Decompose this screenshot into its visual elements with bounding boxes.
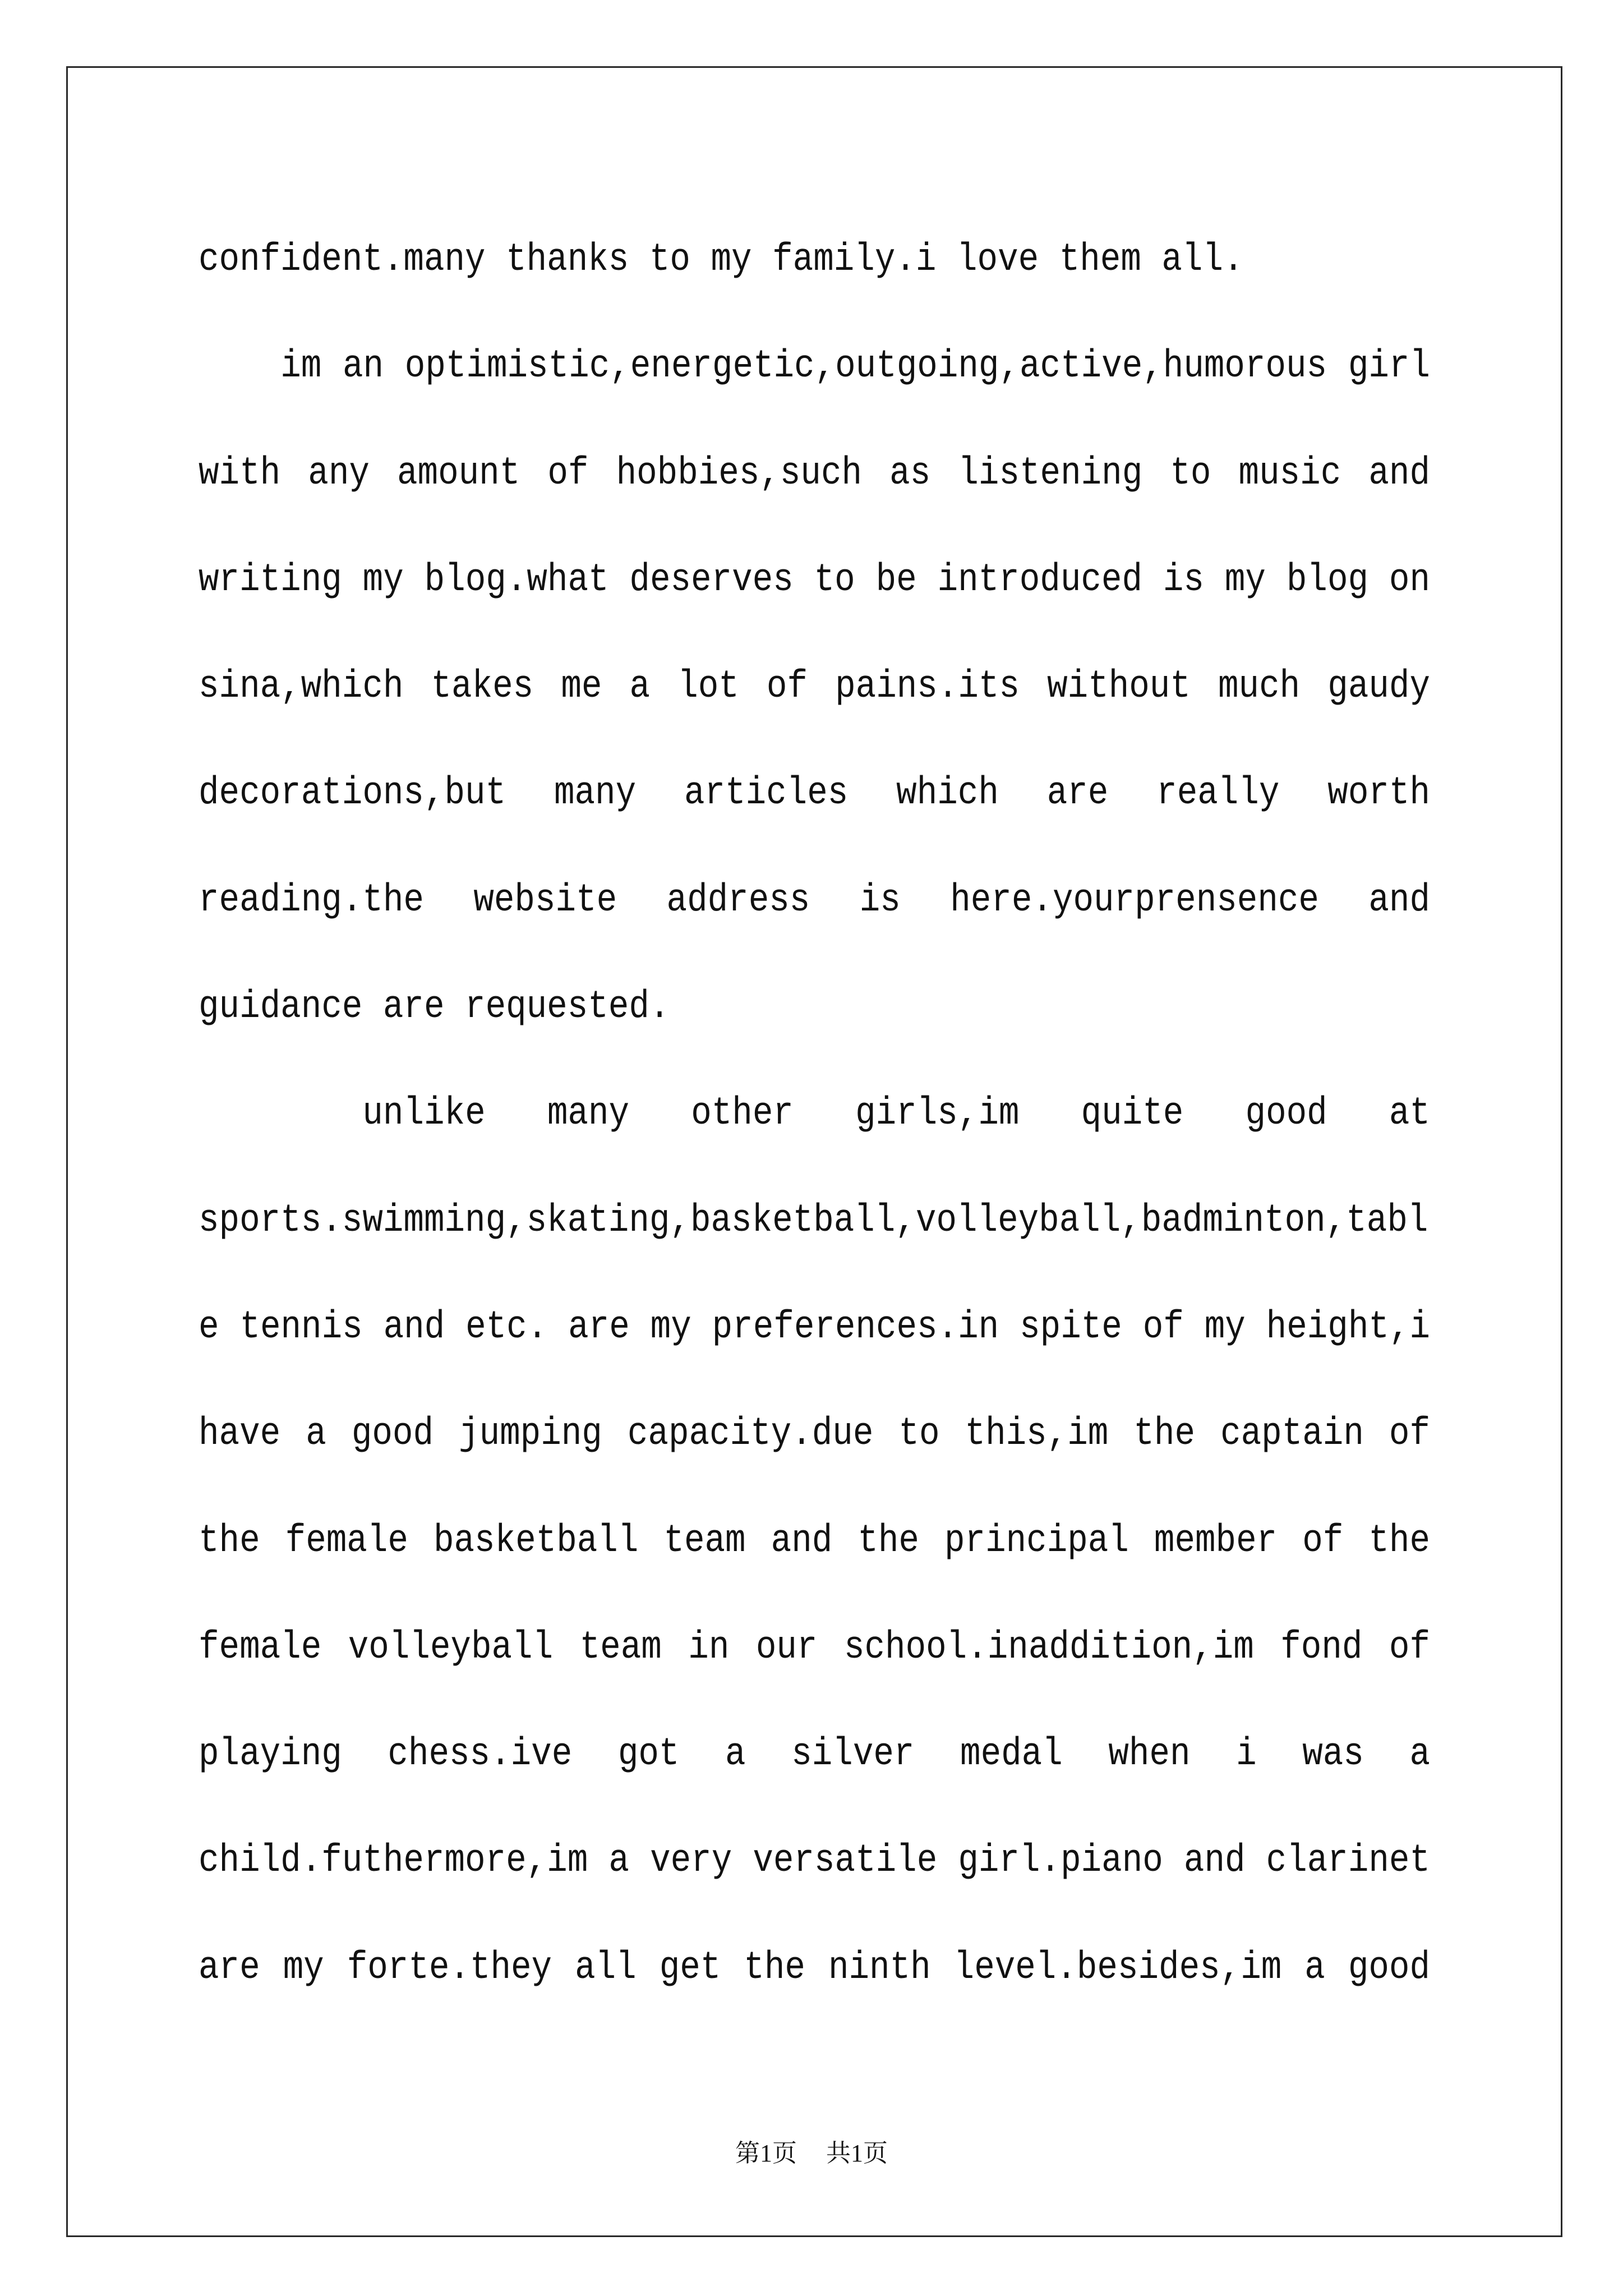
text-line: child.futhermore,im a very versatile girl.piano and clarinet: [199, 1839, 1430, 1884]
text-line: confident.many thanks to my family.i love them all.: [199, 237, 1244, 283]
text-line: female volleyball team in our school.inaddition,im fond of: [199, 1625, 1430, 1670]
paragraph: [199, 1061, 1430, 2022]
text-line: writing my blog.what deserves to be introduced is my blog on: [199, 558, 1430, 602]
text-line: e tennis and etc. are my preferences.in spite of my height,i: [199, 1305, 1430, 1350]
text-line: with any amount of hobbies,such as listening to music and: [199, 451, 1430, 496]
paragraph: [199, 207, 1430, 314]
text-line: decorations,but many articles which are really worth: [199, 771, 1430, 816]
paragraph: [199, 314, 1430, 1061]
text-line: playing chess.ive got a silver medal when i was a: [199, 1732, 1430, 1777]
text-line: guidance are requested.: [199, 984, 670, 1030]
text-line: sports.swimming,skating,basketball,volleyball,badminton,tabl: [199, 1198, 1428, 1243]
text-line: are my forte.they all get the ninth level.besides,im a good: [199, 1945, 1430, 1990]
text-line: reading.the website address is here.yourprensence and: [199, 878, 1430, 923]
page-number: 第1页: [735, 2139, 797, 2167]
page-total: 共1页: [826, 2139, 888, 2167]
page-footer: [0, 2138, 1623, 2169]
text-line: the female basketball team and the principal member of the: [199, 1519, 1430, 1563]
text-line: im an optimistic,energetic,outgoing,active,humorous girl: [280, 344, 1430, 389]
document-body: [199, 207, 1430, 2022]
text-line: unlike many other girls,im quite good at: [362, 1092, 1430, 1137]
text-line: sina,which takes me a lot of pains.its without much gaudy: [199, 664, 1430, 710]
text-line: have a good jumping capacity.due to this,im the captain of: [199, 1411, 1430, 1457]
